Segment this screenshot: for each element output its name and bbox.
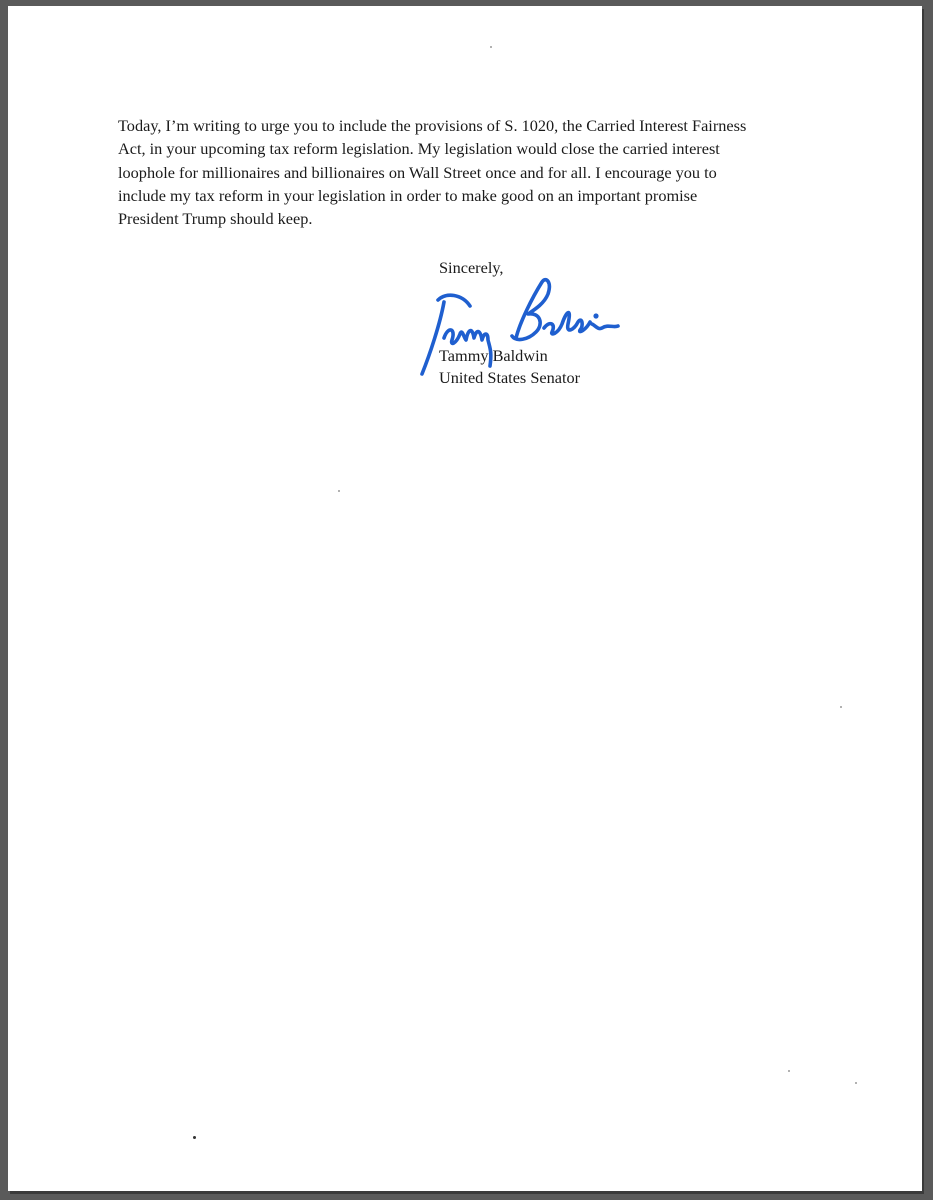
letter-body: Today, I’m writing to urge you to include the provisions of S. 1020, the Carried Interest Fairness Act, in your upcoming tax reform legislation. My legislation would close the carried interest loophole for millionaires and billionaires on Wall Street once and for all. I encourage you to include my tax reform in your legislation in order to make good on an important promise President Trump should keep.	[118, 116, 747, 229]
scan-speck	[338, 490, 340, 492]
scan-speck	[855, 1082, 857, 1084]
signer-name: Tammy Baldwin	[439, 346, 548, 365]
signer-title: United States Senator	[439, 368, 581, 387]
letter-closing: Sincerely,	[439, 258, 504, 277]
scan-speck	[490, 46, 492, 48]
letter-page	[8, 6, 922, 1191]
scan-speck	[840, 706, 842, 708]
scan-speck	[788, 1070, 790, 1072]
handwritten-signature	[404, 268, 626, 380]
scan-speck	[193, 1136, 196, 1139]
